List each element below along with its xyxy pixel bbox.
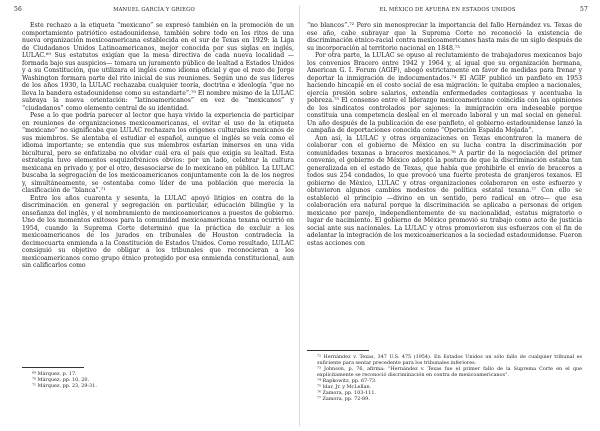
paragraph: “no blancos”.⁷² Pero sin menospreciar la importancia del fallo Hernández vs. Texas de ese año, cabe subrayar que la Suprema Corte no reconoció la existencia de discriminación étnico-racial contra mexicoamericanos hasta más de un siglo después de su incorporación al territorio nacional en 1848.⁷³ xyxy=(307,22,582,52)
left-footnotes xyxy=(22,367,294,389)
footnote: ⁷⁰ Márquez, pp. 10, 20. xyxy=(32,377,90,383)
left-page xyxy=(14,0,294,431)
paragraph: Entre los años cuarenta y sesenta, la LULAC apoyó litigios en contra de la discriminación en general y segregación en particular, educación bilingüe y la enseñanza del inglés, y el nombramiento de mexicoamericanos a puestos de gobierno. Uno de los momentos exitosos para la comunidad mexicoamericana texana ocurrió en 1954, cuando la Suprema Corte determinó que la práctica de excluir a los mexicoamericanos de los jurados en tribunales de Houston contradecía la decimocuarta enmienda a la Constitución de Estados Unidos. Como resultado, LULAC consiguió su objetivo de obligar a los tribunales que reconocieran a los mexicoamericanos como grupo étnico protegido por esa enmienda constitucional, aun sin calificarlos como xyxy=(22,194,294,269)
footnote: ⁷² Hernández v. Texas, 347 U.S. 475 (1954). En Estados Unidos un sólo fallo de cualquier tribunal es suficiente para sentar precedente para los tribunales inferiores. xyxy=(317,354,582,366)
paragraph: Aun así, la LULAC y otras organizaciones en Texas encontraron la manera de colaborar con el gobierno de México en su lucha contra la discriminación por comunidades texanas a braceros mexicanos.⁷⁶ A partir de la negociación del primer convenio, el gobierno de México adoptó la postura de que la discriminación estaba tan generalizada en el estado de Texas, que había que prohibirle el envío de braceros a todos sus 254 condados, lo que provocó una fuerte protesta de granjeros texanos. El gobierno de México, LULAC y otras organizaciones colaboraron en este esfuerzo y obtuvieron algunos cambios modestos de política estatal texana.⁷⁷ Con ello se estableció el principio —divino en un sentido, pero radical en otro— que esa colaboración era natural porque la discriminación se aplicaba a personas de origen mexicano por parejo, independientemente de su nacionalidad, estatus migratorio o lugar de nacimiento. El gobierno de México promovió su trabajo como acto de justicia social ante sus nacionales. La LULAC y otros promovieron sus esfuerzos con el fin de adelantar la integración de los mexicoamericanos a la sociedad estadounidense. Fueron estas acciones con xyxy=(307,134,582,247)
right-page-header xyxy=(307,6,588,20)
right-page xyxy=(307,0,588,431)
running-head: EL MÉXICO DE AFUERA EN ESTADOS UNIDOS xyxy=(379,6,516,13)
page-number: 56 xyxy=(14,6,23,13)
paragraph: Por otra parte, la LULAC se opuso al reclutamiento de trabajadores mexicanos bajo los convenios Bracero entre 1942 y 1964 y, al igual que su organización hermana, American G. I. Forum (AGIF), abogó estrictamente en favor de medidas para frenar y deportar la inmigración de indocumentados.⁷⁴ El AGIF publicó un panfleto en 1953 haciendo hincapié en el costo social de esa migración: le quitaba empleo a nacionales, ejercía presión sobre salarios, extendía enfermedades contagiosas y acentuaba la pobreza.⁷⁵ El consenso entre el liderazgo mexicoamericano coincidía con las opiniones de los sindicatos controlados por sajones: la inmigración era indeseable porque constituía una competencia desleal en el mercado laboral y un mal social en general. Un año después de la publicación de ese panfleto, el gobierno estadounidense lanzó la campaña de deportaciones conocida como “Operación Espalda Mojada”. xyxy=(307,52,582,134)
footnote: ⁷⁵ Idar, Jr. y McLellan. xyxy=(317,384,372,390)
paragraph: Este rechazo a la etiqueta “mexicano” se expresó también en la promoción de un comportamiento patriótico estadounidense, también sobre todo en los ritos de una nueva organización mexicoamericana establecida en el sur de Texas en 1929: la Liga de Ciudadanos Unidos Latinoamericanos, mejor conocida por sus siglas en inglés, LULAC.⁶⁹ Sus estatutos exigían que la mesa directiva de cada nueva localidad —formada bajo sus auspicios— tomara un juramento público de lealtad a Estados Unidos y a su Constitución, que utilizara el inglés como idioma oficial y que el rezo de Jorge Washington formara parte del rito inicial de sus reuniones. Según uno de sus líderes de los años 1930, la LULAC rechazaba cualquier teoría, doctrina e ideología “que no lleva la bandera estadounidense como su estandarte”.⁷⁰ El nombre mismo de la LULAC subraya la nueva orientación: “latinoamericanos” en vez de “mexicanos” y “ciudadanos” como elemento central de su identidad. xyxy=(22,22,294,112)
footnote: ⁶⁹ Márquez, p. 17. xyxy=(32,371,77,377)
running-head: MANUEL GARCÍA Y GRIEGO xyxy=(113,6,195,13)
footnote-rule xyxy=(22,367,84,368)
footnote: ⁷⁷ Zamora, pp. 72-89. xyxy=(317,396,370,402)
footnote: ⁷¹ Márquez, pp. 23, 29-31. xyxy=(32,383,97,389)
footnote: ⁷³ Johnson, p. 76, afirma: “Hernández v. Texas fue el primer fallo de la Suprema Corte en el que explícitamente se reconoció discriminación en contra de mexicoamericanos”. xyxy=(317,366,582,378)
footnote: ⁷⁶ Zamora, pp. 103-111. xyxy=(317,390,376,396)
gutter-divider xyxy=(299,6,300,426)
right-footnotes xyxy=(307,350,582,402)
footnote: ⁷⁴ Rapkowitz, pp. 67-73. xyxy=(317,378,377,384)
right-page-body xyxy=(307,22,582,247)
left-page-header xyxy=(14,6,294,20)
page-number: 57 xyxy=(579,6,588,13)
paragraph: Pese a lo que podría parecer al lector que haya vivido la experiencia de participar en reuniones de organizaciones mexicoamericanas, el evitar el uso de la etiqueta “mexicano” no significaba que LULAC rechazara los orígenes culturales mexicanos de sus miembros. Se alentaba el estudiar el español, aunque el inglés se veía como el idioma importante; se entendía que sus miembros estarían inmersos en una vida bicultural, pero se enfatizaba no olvidar cuál era el país que exigía su lealtad. Esta estrategia tuvo elementos esquizofrénicos obvios: por un lado, celebrar la cultura mexicana en privado y, por el otro, desasociarse de lo mexicano en público. La LULAC buscaba la segregación de los mexicoamericanos conjuntamente con la de los negros y, simultáneamente, se ostentaba como líder de una población que merecía la clasificación de “blanca”.⁷¹ xyxy=(22,112,294,194)
footnote-rule xyxy=(307,350,369,351)
left-page-body xyxy=(22,22,294,270)
